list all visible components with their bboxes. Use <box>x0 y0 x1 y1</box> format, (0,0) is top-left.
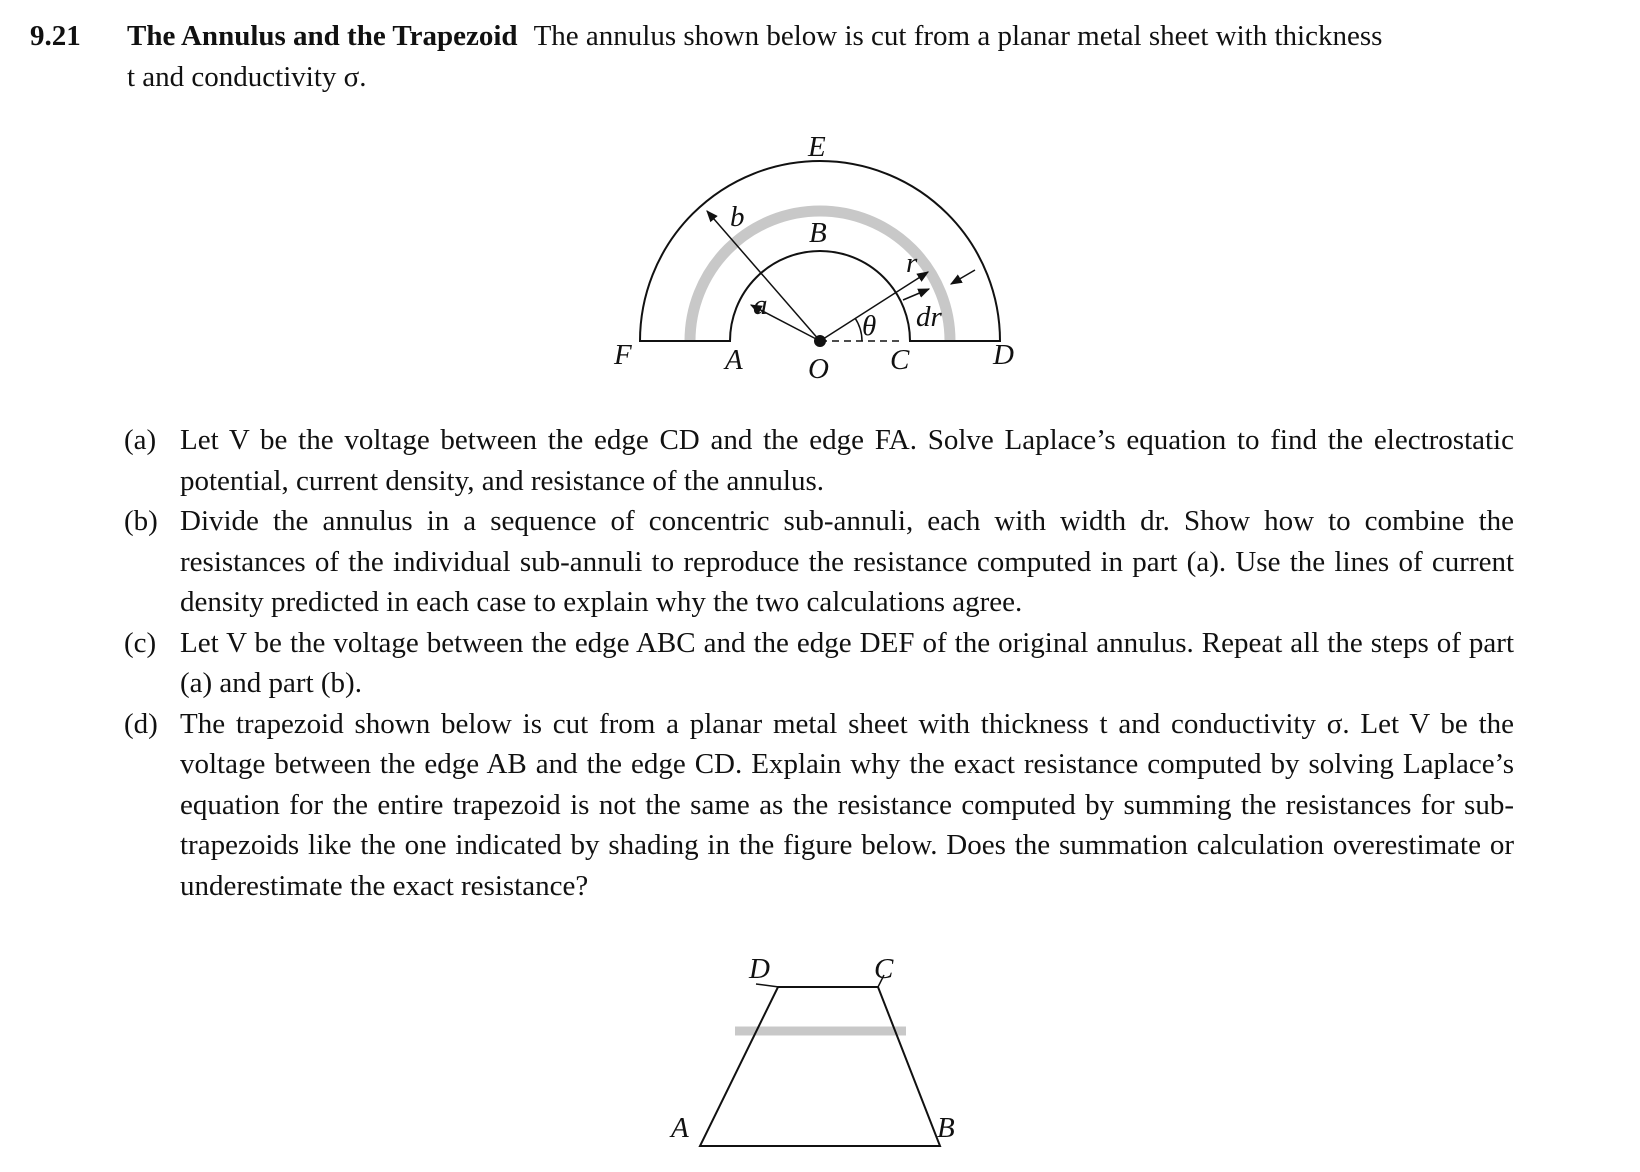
trapezoid-outline <box>700 987 940 1146</box>
angle-theta-arc <box>855 318 862 341</box>
part-b-text: Divide the annulus in a sequence of concentric sub-annuli, each with width dr. Show how to combine the resistances of the individual sub-annuli to reproduce the resistance computed in part (a). Use the lines of current density predicted in each case to explain why the two calculations agree. <box>180 505 1514 618</box>
part-d-label: (d) <box>124 707 158 740</box>
label-r: r <box>906 247 918 279</box>
annulus-figure <box>0 0 1640 400</box>
problem-number: 9.21 <box>30 20 81 52</box>
part-d <box>124 704 1514 907</box>
part-a-text: Let V be the voltage between the edge CD and the edge FA. Solve Laplace’s equation to find the electrostatic potential, current density, and resistance of the annulus. <box>180 424 1514 497</box>
label-E: E <box>808 131 826 163</box>
part-a-label: (a) <box>124 424 157 456</box>
label-a: a <box>753 289 768 321</box>
part-a <box>124 420 1514 501</box>
label-C: C <box>890 344 910 376</box>
trap-label-B: B <box>937 1112 955 1144</box>
dr-arrow-inner <box>903 289 929 300</box>
parts-list <box>124 420 1514 906</box>
part-c-label: (c) <box>124 626 157 659</box>
part-c-text: Let V be the voltage between the edge ABC and the edge DEF of the original annulus. Repeat all the steps of part (a) and part (b). <box>180 626 1514 699</box>
part-b <box>124 501 1514 623</box>
label-B: B <box>809 217 827 249</box>
label-theta: θ <box>862 310 877 342</box>
trap-label-A: A <box>671 1112 689 1144</box>
part-c <box>124 623 1514 704</box>
part-b-label: (b) <box>124 505 158 537</box>
label-O: O <box>808 353 829 385</box>
radius-b-line <box>707 211 820 341</box>
label-b: b <box>730 201 745 233</box>
center-point-O <box>814 335 826 347</box>
part-d-text: The trapezoid shown below is cut from a planar metal sheet with thickness t and conductivity σ. Let V be the voltage between the edge AB and the edge CD. Explain why the exact resistance computed by solving Laplace’s equation for the entire trapezoid is not the same as the resistance computed by summing the resistances for sub-trapezoids like the one indicated by shading in the figure below. Does the summation calculation overestimate or underestimate the exact resistance? <box>180 707 1514 902</box>
dr-arrow-outer <box>951 270 975 284</box>
trapezoid-figure <box>0 922 1640 1172</box>
trap-label-D: D <box>749 953 770 985</box>
label-F: F <box>614 339 632 371</box>
intro-text-1: The annulus shown below is cut from a planar metal sheet with thickness <box>533 20 1383 52</box>
label-dr: dr <box>916 301 942 333</box>
problem-intro-line-2: t and conductivity σ. <box>127 61 367 93</box>
trap-label-C: C <box>874 953 894 985</box>
problem-title: The Annulus and the Trapezoid <box>127 20 518 52</box>
label-D: D <box>993 339 1014 371</box>
label-A: A <box>725 344 743 376</box>
